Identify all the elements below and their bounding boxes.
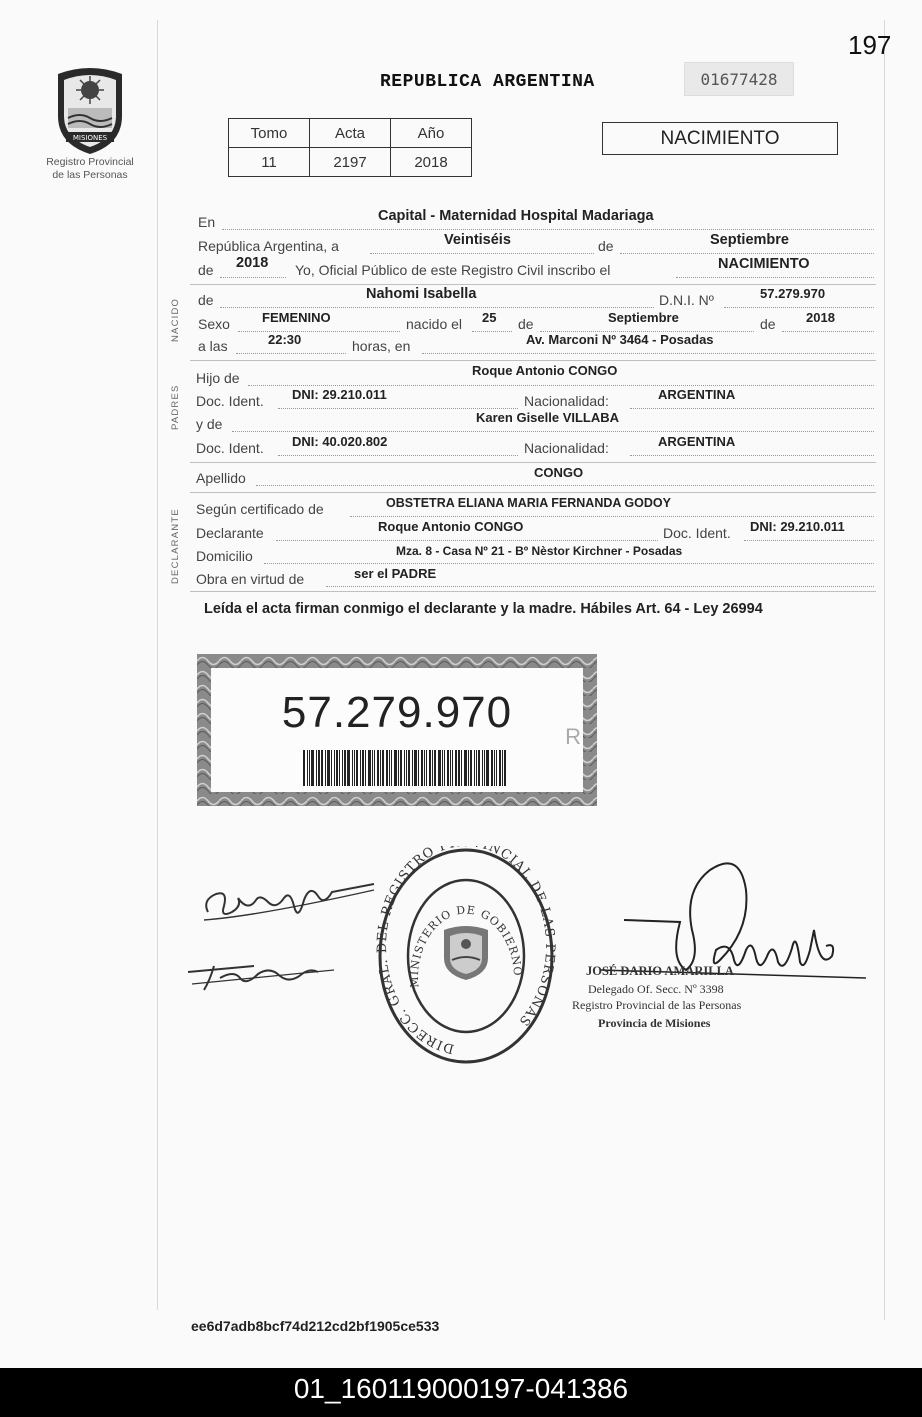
official-stamp-icon (376, 846, 556, 1071)
barcode-bar (455, 750, 457, 786)
field-declarant-name: Roque Antonio CONGO (378, 519, 524, 534)
dotline (724, 306, 874, 308)
dotline (238, 330, 400, 332)
barcode-bar (331, 750, 332, 786)
field-place: Capital - Maternidad Hospital Madariaga (378, 208, 654, 224)
field-month: Septiembre (710, 232, 789, 248)
field-year: 2018 (236, 255, 269, 271)
page-number: 197 (848, 30, 892, 60)
barcode-bar (438, 750, 441, 786)
field-mother-nationality: ARGENTINA (658, 434, 736, 449)
label-horas-en: horas, en (352, 338, 411, 354)
label-de: de (518, 316, 534, 332)
barcode-bar (404, 750, 405, 786)
record-table-value-acta: 2197 (310, 148, 391, 177)
barcode-bar (391, 750, 392, 786)
record-type-box: NACIMIENTO (602, 122, 838, 155)
barcode-bar (464, 750, 467, 786)
official-role: Delegado Of. Secc. Nº 3398 (588, 982, 724, 996)
barcode-bars-icon (303, 750, 523, 786)
label-nacionalidad: Nacionalidad: (524, 393, 609, 409)
dotline (630, 454, 874, 456)
dotline (350, 515, 874, 517)
label-de: de (198, 292, 214, 308)
label-y-de: y de (196, 416, 223, 432)
section-label-nacido: NACIDO (170, 297, 181, 342)
field-day-words: Veintiséis (444, 232, 511, 248)
signature-mother-icon (184, 956, 344, 1001)
barcode-corner-letter: R (565, 724, 581, 749)
field-mother-doc: DNI: 40.020.802 (292, 434, 388, 449)
dotline (676, 276, 874, 278)
barcode-bar (468, 750, 469, 786)
barcode-bar (429, 750, 431, 786)
field-father-nationality: ARGENTINA (658, 387, 736, 402)
label-en: En (198, 214, 216, 230)
barcode-bar (478, 750, 480, 786)
label-doc-ident: Doc. Ident. (663, 525, 731, 541)
serial-number: 01677428 (684, 62, 794, 96)
field-child-dni: 57.279.970 (760, 286, 826, 301)
barcode-bar (486, 750, 489, 786)
barcode-bar (334, 750, 335, 786)
dotline (630, 407, 874, 409)
barcode-bar (426, 750, 427, 786)
barcode-bar (386, 750, 388, 786)
field-declarant-doc: DNI: 29.210.011 (750, 519, 845, 534)
barcode-bar (362, 750, 364, 786)
field-sex: FEMENINO (262, 310, 331, 325)
separator (190, 591, 876, 592)
separator (190, 284, 876, 285)
barcode-bar (452, 750, 453, 786)
barcode-bar (325, 750, 326, 786)
dotline (744, 539, 874, 541)
record-table-header-acta: Acta (310, 119, 391, 148)
label-hijo-de: Hijo de (196, 370, 240, 386)
label-de: de (760, 316, 776, 332)
field-father-name: Roque Antonio CONGO (472, 363, 618, 378)
barcode-bar (336, 750, 338, 786)
record-table-value-tomo: 11 (229, 148, 310, 177)
official-name: JOSÉ DARIO AMARILLA (586, 964, 734, 978)
barcode-bar (307, 750, 308, 786)
label-domicilio: Domicilio (196, 548, 253, 564)
footer-id-bar: 01_160119000197-041386 (0, 1368, 922, 1417)
label-yo-oficial: Yo, Oficial Público de este Registro Civil inscribo el (295, 262, 611, 278)
field-birth-place: Av. Marconi Nº 3464 - Posadas (526, 332, 714, 347)
barcode-bar (408, 750, 410, 786)
barcode-bar (382, 750, 384, 786)
record-table (228, 118, 472, 177)
dotline (422, 352, 874, 354)
barcode-bar (309, 750, 310, 786)
dotline (620, 252, 874, 254)
dotline (276, 539, 658, 541)
label-de: de (598, 238, 614, 254)
dotline (256, 484, 874, 486)
barcode-bar (476, 750, 477, 786)
barcode-bar (354, 750, 355, 786)
barcode-sticker (197, 654, 597, 806)
field-father-doc: DNI: 29.210.011 (292, 387, 387, 402)
label-republica: República Argentina, a (198, 238, 339, 254)
barcode-bar (389, 750, 390, 786)
dotline (278, 454, 518, 456)
barcode-bar (499, 750, 501, 786)
barcode-bar (461, 750, 462, 786)
barcode-bar (442, 750, 443, 786)
barcode-bar (318, 750, 320, 786)
registry-label-line2: de las Personas (52, 169, 128, 181)
province-crest-icon (50, 60, 130, 156)
label-declarante: Declarante (196, 525, 264, 541)
field-birth-day: 25 (482, 310, 497, 325)
barcode-bar (342, 750, 343, 786)
dotline (236, 352, 346, 354)
field-birth-year: 2018 (806, 310, 835, 325)
barcode-bar (414, 750, 417, 786)
field-mother-name: Karen Giselle VILLABA (476, 410, 620, 425)
record-table-header-ano: Año (391, 119, 472, 148)
barcode-bar (400, 750, 402, 786)
field-address: Mza. 8 - Casa Nº 21 - Bº Nèstor Kirchner - Posadas (396, 544, 683, 558)
barcode-bar (368, 750, 371, 786)
label-sexo: Sexo (198, 316, 230, 332)
separator (190, 462, 876, 463)
barcode-bar (372, 750, 373, 786)
barcode-bar (377, 750, 379, 786)
barcode-bar (344, 750, 346, 786)
label-dni-no: D.N.I. Nº (659, 292, 714, 308)
left-page-border (157, 20, 158, 1310)
label-obra-virtud: Obra en virtud de (196, 571, 305, 587)
field-certificate-by: OBSTETRA ELIANA MARIA FERNANDA GODOY (386, 496, 671, 510)
field-by-virtue-of: ser el PADRE (354, 566, 437, 581)
barcode-bar (380, 750, 381, 786)
field-birth-month: Septiembre (608, 310, 679, 325)
signature-father-icon (198, 872, 378, 937)
dotline (232, 430, 874, 432)
label-nacionalidad: Nacionalidad: (524, 440, 609, 456)
right-page-border (884, 20, 885, 1320)
barcode-bar (421, 750, 423, 786)
dotline (278, 407, 518, 409)
dotline (472, 330, 512, 332)
barcode-bar (491, 750, 493, 786)
dotline (370, 252, 594, 254)
dotline (782, 330, 874, 332)
barcode-bar (418, 750, 419, 786)
barcode-bar (398, 750, 399, 786)
separator (190, 360, 876, 361)
barcode-bar (321, 750, 323, 786)
barcode-bar (356, 750, 358, 786)
dotline (222, 228, 874, 230)
label-doc-ident: Doc. Ident. (196, 393, 264, 409)
dotline (264, 562, 874, 564)
barcode-bar (365, 750, 366, 786)
registry-label-line1: Registro Provincial (46, 156, 134, 168)
label-nacido-el: nacido el (406, 316, 463, 332)
barcode-bar (347, 750, 350, 786)
barcode-bar (352, 750, 353, 786)
barcode-bar (327, 750, 330, 786)
barcode-bar (447, 750, 449, 786)
barcode-bar (470, 750, 472, 786)
barcode-bar (360, 750, 361, 786)
label-apellido: Apellido (196, 470, 246, 486)
barcode-bar (311, 750, 314, 786)
barcode-bar (484, 750, 485, 786)
label-doc-ident: Doc. Ident. (196, 440, 264, 456)
barcode-bar (504, 750, 506, 786)
field-birth-time: 22:30 (268, 332, 302, 347)
svg-text:DIRECC. GRAL. DEL REGISTRO PRO: DIRECC. GRAL. DEL REGISTRO P NCIAL DE LAS PERSONAS (376, 846, 556, 1056)
barcode-bar (434, 750, 436, 786)
document-hash: ee6d7adb8bcf74d212cd2bf1905ce533 (191, 1318, 440, 1334)
barcode-bar (432, 750, 433, 786)
barcode-panel (211, 668, 583, 792)
barcode-bar (444, 750, 445, 786)
barcode-bar (494, 750, 495, 786)
label-a-las: a las (198, 338, 228, 354)
barcode-bar (424, 750, 425, 786)
dotline (220, 276, 286, 278)
separator (190, 492, 876, 493)
label-de: de (198, 262, 214, 278)
section-label-padres: PADRES (170, 384, 181, 430)
barcode-bar (394, 750, 397, 786)
dotline (220, 306, 654, 308)
record-table-header-tomo: Tomo (229, 119, 310, 148)
barcode-bar (496, 750, 497, 786)
dotline (248, 384, 874, 386)
barcode-bar (374, 750, 375, 786)
section-label-declarante: DECLARANTE (170, 508, 181, 584)
closing-statement: Leída el acta firman conmigo el declarante y la madre. Hábiles Art. 64 - Ley 26994 (204, 601, 763, 617)
barcode-bar (474, 750, 475, 786)
svg-text:MINISTERIO DE GOBIERNO: MINISTERIO DE GOBIERNO (407, 903, 525, 989)
svg-text:MISIONES: MISIONES (72, 134, 108, 142)
barcode-bar (458, 750, 460, 786)
barcode-bar (406, 750, 407, 786)
document-title: REPUBLICA ARGENTINA (380, 72, 595, 92)
official-office: Registro Provincial de las Personas (572, 998, 742, 1012)
barcode-bar (450, 750, 451, 786)
barcode-bar (412, 750, 413, 786)
field-child-name: Nahomi Isabella (366, 286, 477, 302)
barcode-bar (303, 750, 305, 786)
record-table-value-ano: 2018 (391, 148, 472, 177)
barcode-bar (482, 750, 483, 786)
barcode-bar (339, 750, 340, 786)
barcode-number: 57.279.970 (281, 688, 513, 737)
field-act-type: NACIMIENTO (718, 256, 810, 272)
label-segun-cert: Según certificado de (196, 501, 324, 517)
barcode-bar (502, 750, 503, 786)
field-surname: CONGO (534, 465, 584, 480)
dotline (326, 585, 874, 587)
barcode-bar (316, 750, 317, 786)
registry-label (34, 156, 146, 182)
official-province: Provincia de Misiones (598, 1016, 711, 1030)
